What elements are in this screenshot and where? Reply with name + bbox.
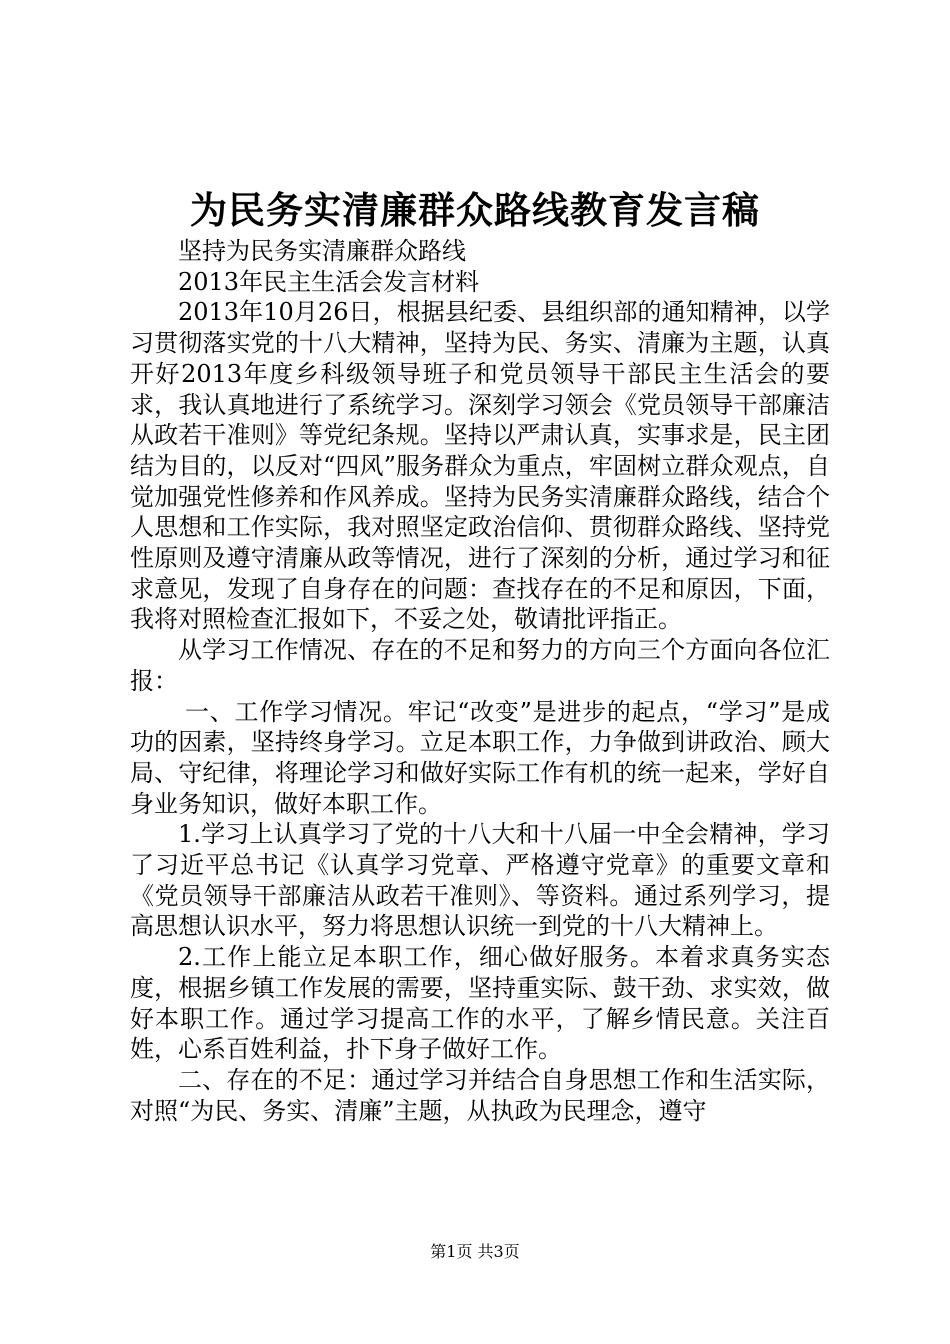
paragraph-section-1: 一、工作学习情况。牢记“改变”是进步的起点，“学习”是成功的因素，坚持终身学习。立足本职工作，力争做到讲政治、顾大局、守纪律，将理论学习和做好实际工作有机的统一起来，学好自身业务知识，做好本职工作。: [130, 697, 830, 818]
document-title: 为民务实清廉群众路线教育发言稿: [190, 188, 760, 232]
paragraph-item-1: 1.学习上认真学习了党的十八大和十八届一中全会精神，学习了习近平总书记《认真学习党章、严格遵守党章》的重要文章和《党员领导干部廉洁从政若干准则》、等资料。通过系列学习，提高思想认识水平，努力将思想认识统一到党的十八大精神上。: [130, 820, 830, 941]
paragraph-subtitle-1: 坚持为民务实清廉群众路线: [178, 237, 466, 265]
paragraph-section-2: 二、存在的不足：通过学习并结合自身思想工作和生活实际，对照“为民、务实、清廉”主题，从执政为民理念，遵守: [130, 1065, 830, 1125]
paragraph-overview: 从学习工作情况、存在的不足和努力的方向三个方面向各位汇报：: [130, 636, 830, 695]
paragraph-subtitle-2: 2013年民主生活会发言材料: [178, 267, 480, 296]
paragraph-intro: 2013年10月26日，根据县纪委、县组织部的通知精神，以学习贯彻落实党的十八大精神，坚持为民、务实、清廉为主题，认真开好2013年度乡科级领导班子和党员领导干部民主生活会的要求，我认真地进行了系统学习。深刻学习领会《党员领导干部廉洁从政若干准则》等党纪条规。坚持以严肃认真，实事求是，民主团结为目的，以反对“四风”服务群众为重点，牢固树立群众观点，自觉加强党性修养和作风养成。坚持为民务实清廉群众路线，结合个人思想和工作实际，我对照坚定政治信仰、贯彻群众路线、坚持党性原则及遵守清廉从政等情况，进行了深刻的分析，通过学习和征求意见，发现了自身存在的问题：查找存在的不足和原因，下面，我将对照检查汇报如下，不妥之处，敬请批评指正。: [130, 298, 830, 634]
page-footer: 第1页 共3页: [430, 1242, 520, 1261]
paragraph-item-2: 2.工作上能立足本职工作，细心做好服务。本着求真务实态度，根据乡镇工作发展的需要，坚持重实际、鼓干劲、求实效，做好本职工作。通过学习提高工作的水平，了解乡情民意。关注百姓，心系百姓利益，扑下身子做好工作。: [130, 943, 830, 1064]
document-body: [130, 236, 830, 1126]
